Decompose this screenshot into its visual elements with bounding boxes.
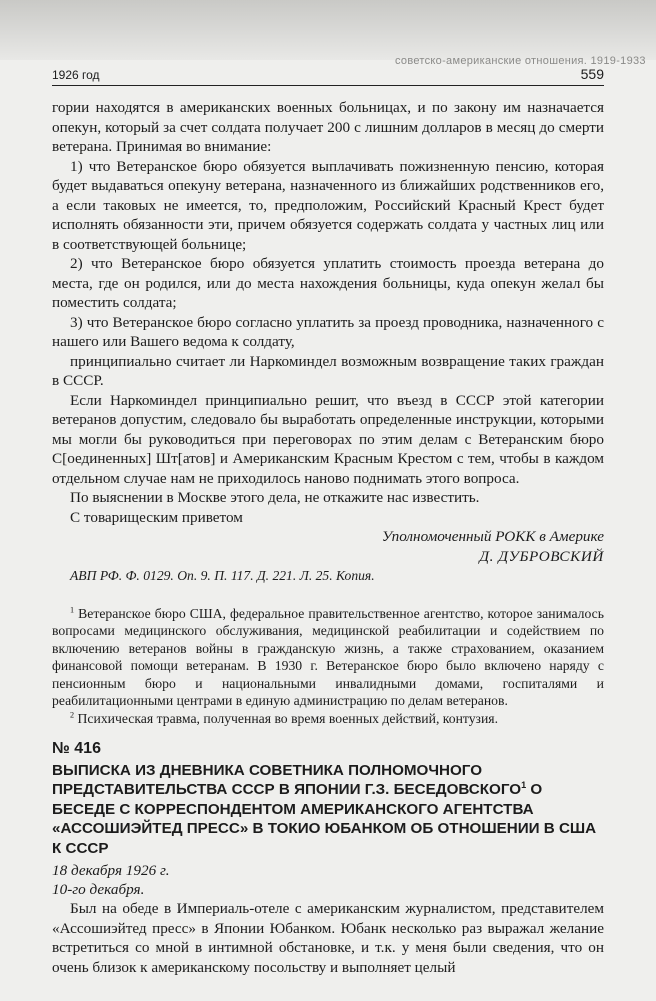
title-footnote-mark: 1: [521, 779, 527, 790]
document-dates: [52, 861, 604, 899]
footnote-mark: 1: [70, 604, 75, 614]
diary-entry-date: 10-го декабря.: [52, 881, 145, 898]
archive-reference: АВП РФ. Ф. 0129. Оп. 9. П. 117. Д. 221. Л. 25. Копия.: [70, 568, 375, 583]
document-date: 18 декабря 1926 г.: [52, 862, 170, 879]
footnote-text: Ветеранское бюро США, федеральное правительственное агентство, которое занималось вопросами медицинского обслуживания, медицинской реабилитации и содействием по включению ветеранов войны в гражданскую жизнь, а также страхованием, оказанием финансовой помощи ветеранам. В 1930 г. Ветеранское бюро было включено наряду с пенсионным бюро и национальными инвалидными домами, госпиталями и реабилитационными центрами в единую администрацию по делам ветеранов.: [52, 605, 604, 708]
document-title-part2: О БЕСЕДЕ С КОРРЕСПОНДЕНТОМ АМЕРИКАНСКОГО АГЕНТСТВА «АССОШИЭЙТЕД ПРЕСС» В ТОКИО ЮБАНКОМ ОБ ОТНОШЕНИИ В США К СССР: [52, 781, 597, 857]
page-number: 559: [580, 66, 604, 82]
paragraph-proposal: Если Наркоминдел принципиально решит, что въезд в СССР этой категории ветеранов допустим, следовало бы выработать определенные инструкции, которыми мы могли бы руководиться при переговорах по этим делам с Ветеранским бюро С[оединенных] Шт[атов] и Американским Красным Крестом с тем, чтобы в каждом отдельном случае нам не приходилось наново поднимать этого вопроса.: [52, 391, 604, 487]
footnote-mark: 2: [70, 709, 75, 719]
footnote-text: Психическая травма, полученная во время военных действий, контузия.: [77, 710, 498, 726]
paragraph-item-1: 1) что Ветеранское бюро обязуется выплачивать пожизненную пенсию, которая будет выдаваться опекуну ветерана, назначенного из ближайших родственников его, а если таковых не имеется, то, предположим, Российский Красный Крест будет исполнять обязанности эти, причем обязуется содержать солдата у частных лиц или в соответствующей больнице;: [52, 157, 604, 253]
paragraph-question: принципиально считает ли Наркоминдел возможным возвращение таких граждан в СССР.: [52, 352, 604, 389]
footnotes: [52, 605, 604, 728]
footnote-2: [52, 710, 604, 728]
document-title: [52, 761, 604, 859]
document-title-part1: ВЫПИСКА ИЗ ДНЕВНИКА СОВЕТНИКА ПОЛНОМОЧНОГО ПРЕДСТАВИТЕЛЬСТВА СССР В ЯПОНИИ Г.З. БЕСЕДОВСКОГО: [52, 761, 522, 798]
facing-page-bleed: [0, 0, 656, 60]
paragraph-item-2: 2) что Ветеранское бюро обязуется уплатить стоимость проезда ветерана до места, где он родился, или до места нахождения больницы, куда опекун желал бы поместить солдата;: [52, 255, 604, 311]
running-title: 1926 год: [52, 68, 100, 82]
page-content: [52, 98, 604, 977]
running-header: [52, 66, 604, 86]
signature-name: Д. ДУБРОВСКИЙ: [479, 547, 604, 565]
bleed-through-text: советско-американские отношения. 1919-1933: [395, 55, 646, 67]
document-body: Был на обеде в Империаль-отеле с американским журналистом, представителем «Ассошиэйтед пресс» в Японии Юбанком. Юбанк несколько раз выражал желание встретиться со мной в интимной обстановке, и т.к. у меня были сведения, что он очень близок к американскому посольству и выполняет целый: [52, 900, 604, 976]
signature-position: Уполномоченный РОКК в Америке: [381, 528, 604, 545]
paragraph-request: По выяснении в Москве этого дела, не откажите нас известить.: [70, 489, 480, 506]
closing-line: С товарищеским приветом: [70, 508, 243, 526]
document-number: № 416: [52, 740, 101, 757]
footnote-1: [52, 605, 604, 710]
paragraph-item-3: 3) что Ветеранское бюро согласно уплатить за проезд проводника, назначенного с нашего или Вашего ведома к солдату,: [52, 313, 604, 350]
paragraph-continued: гории находятся в американских военных больницах, и по закону им назначается опекун, который за счет солдата получает 200 с лишним долларов в месяц до смерти ветерана. Принимая во внимание:: [52, 99, 604, 155]
